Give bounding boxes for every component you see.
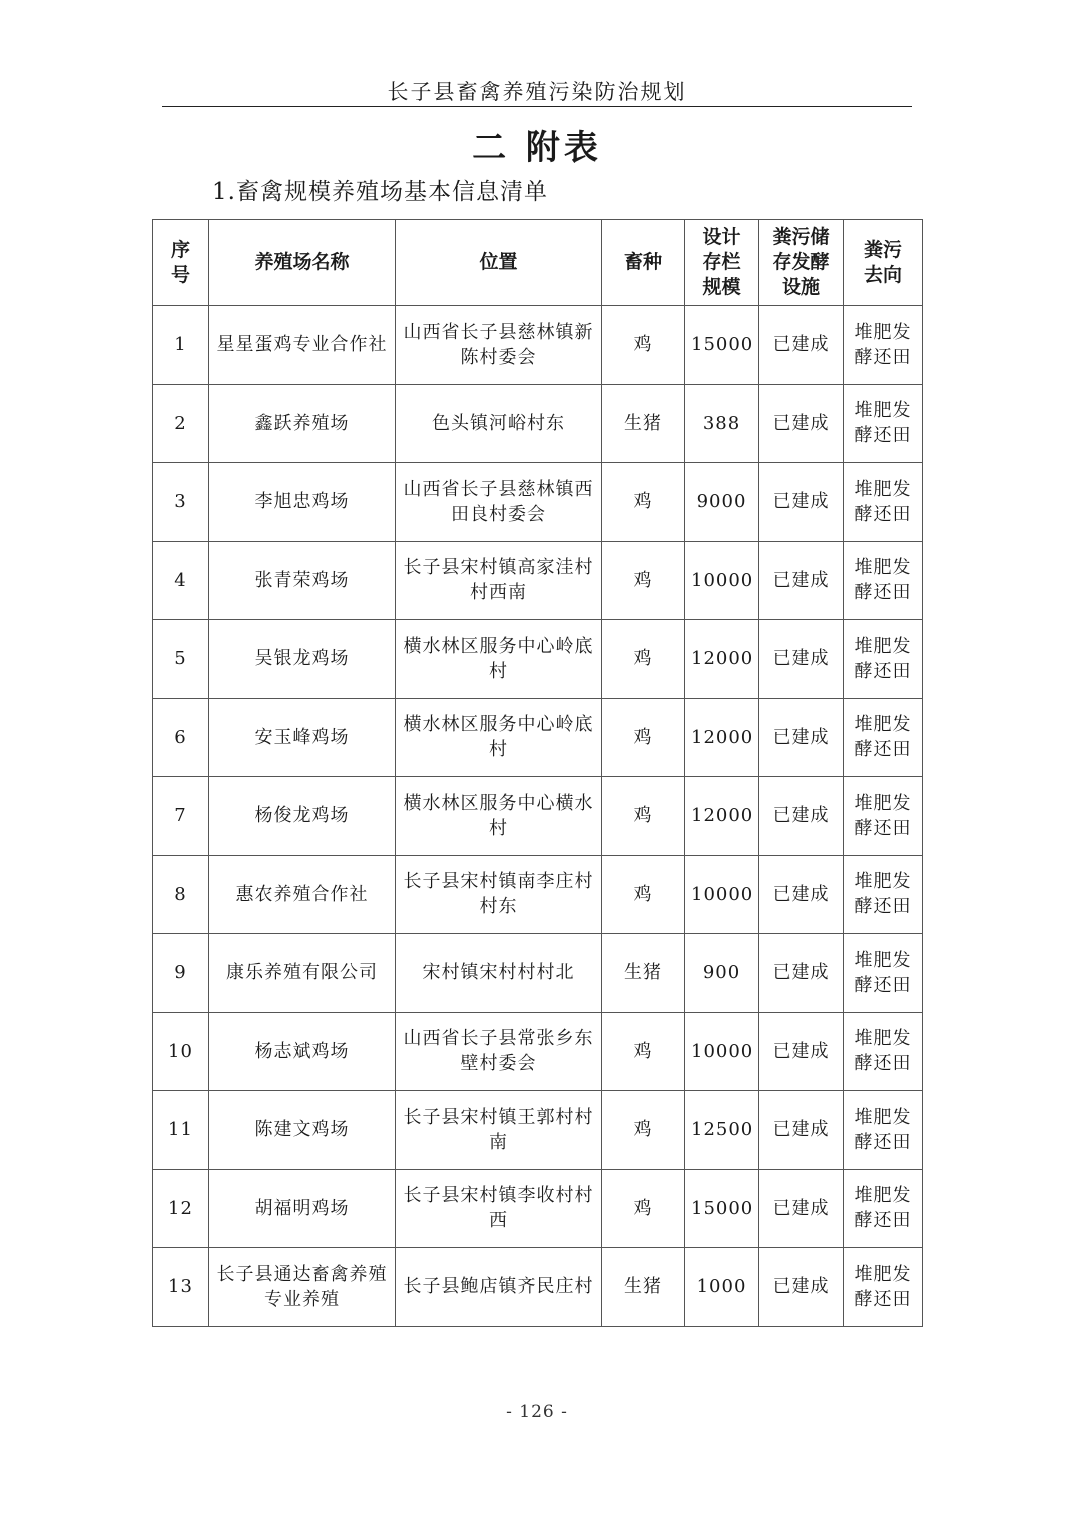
cell-name: 陈建文鸡场 [209,1091,396,1170]
header-species: 畜种 [602,220,685,306]
cell-no: 4 [153,541,209,620]
cell-capacity: 1000 [685,1248,759,1327]
cell-facility: 已建成 [759,384,844,463]
cell-destination: 堆肥发酵还田 [844,1169,923,1248]
header-name: 养殖场名称 [209,220,396,306]
cell-species: 鸡 [602,1091,685,1170]
cell-species: 鸡 [602,1169,685,1248]
cell-no: 7 [153,777,209,856]
cell-capacity: 9000 [685,463,759,542]
cell-no: 13 [153,1248,209,1327]
cell-name: 杨俊龙鸡场 [209,777,396,856]
cell-species: 鸡 [602,1012,685,1091]
table-row [153,463,923,542]
table-caption: 1.畜禽规模养殖场基本信息清单 [212,179,548,205]
cell-species: 鸡 [602,777,685,856]
cell-name: 吴银龙鸡场 [209,620,396,699]
cell-location: 横水林区服务中心岭底村 [396,620,602,699]
cell-location: 山西省长子县慈林镇新陈村委会 [396,306,602,385]
cell-destination: 堆肥发酵还田 [844,777,923,856]
cell-capacity: 10000 [685,1012,759,1091]
cell-name: 胡福明鸡场 [209,1169,396,1248]
cell-species: 生猪 [602,934,685,1013]
cell-destination: 堆肥发酵还田 [844,1248,923,1327]
cell-capacity: 10000 [685,541,759,620]
cell-species: 鸡 [602,463,685,542]
table-row [153,855,923,934]
cell-destination: 堆肥发酵还田 [844,698,923,777]
cell-location: 横水林区服务中心岭底村 [396,698,602,777]
cell-capacity: 15000 [685,1169,759,1248]
table-row [153,620,923,699]
cell-facility: 已建成 [759,1169,844,1248]
cell-location: 山西省长子县常张乡东壁村委会 [396,1012,602,1091]
table-row [153,1091,923,1170]
section-title: 二 附表 [472,128,602,168]
cell-no: 9 [153,934,209,1013]
cell-location: 横水林区服务中心横水村 [396,777,602,856]
cell-no: 8 [153,855,209,934]
header-rule [162,106,912,107]
cell-facility: 已建成 [759,1248,844,1327]
cell-species: 鸡 [602,541,685,620]
cell-no: 10 [153,1012,209,1091]
cell-location: 山西省长子县慈林镇西田良村委会 [396,463,602,542]
header-no: 序号 [153,220,209,306]
header-destination: 粪污去向 [844,220,923,306]
cell-location: 长子县宋村镇高家洼村村西南 [396,541,602,620]
cell-species: 鸡 [602,620,685,699]
running-header: 长子县畜禽养殖污染防治规划 [387,80,687,104]
cell-destination: 堆肥发酵还田 [844,855,923,934]
cell-capacity: 15000 [685,306,759,385]
cell-no: 3 [153,463,209,542]
header-capacity: 设计存栏规模 [685,220,759,306]
cell-destination: 堆肥发酵还田 [844,934,923,1013]
cell-name: 安玉峰鸡场 [209,698,396,777]
cell-name: 长子县通达畜禽养殖专业养殖 [209,1248,396,1327]
cell-location: 长子县鲍店镇齐民庄村 [396,1248,602,1327]
header-facility: 粪污储存发酵设施 [759,220,844,306]
table-row [153,777,923,856]
cell-location: 长子县宋村镇李收村村西 [396,1169,602,1248]
table-row [153,1012,923,1091]
cell-no: 2 [153,384,209,463]
cell-location: 长子县宋村镇王郭村村南 [396,1091,602,1170]
cell-no: 12 [153,1169,209,1248]
cell-no: 5 [153,620,209,699]
cell-destination: 堆肥发酵还田 [844,541,923,620]
cell-facility: 已建成 [759,934,844,1013]
cell-destination: 堆肥发酵还田 [844,384,923,463]
cell-location: 宋村镇宋村村村北 [396,934,602,1013]
farm-info-table [152,219,923,1327]
cell-species: 生猪 [602,384,685,463]
cell-capacity: 12000 [685,777,759,856]
cell-destination: 堆肥发酵还田 [844,1012,923,1091]
cell-name: 李旭忠鸡场 [209,463,396,542]
cell-facility: 已建成 [759,306,844,385]
cell-destination: 堆肥发酵还田 [844,306,923,385]
cell-destination: 堆肥发酵还田 [844,620,923,699]
cell-name: 星星蛋鸡专业合作社 [209,306,396,385]
cell-no: 1 [153,306,209,385]
cell-species: 鸡 [602,306,685,385]
cell-facility: 已建成 [759,855,844,934]
cell-capacity: 12500 [685,1091,759,1170]
table-row [153,384,923,463]
cell-name: 杨志斌鸡场 [209,1012,396,1091]
cell-capacity: 12000 [685,698,759,777]
cell-species: 生猪 [602,1248,685,1327]
cell-capacity: 900 [685,934,759,1013]
table-header-row [153,220,923,306]
cell-facility: 已建成 [759,463,844,542]
cell-facility: 已建成 [759,620,844,699]
cell-capacity: 10000 [685,855,759,934]
cell-name: 鑫跃养殖场 [209,384,396,463]
cell-location: 色头镇河峪村东 [396,384,602,463]
table-row [153,1169,923,1248]
cell-facility: 已建成 [759,1012,844,1091]
cell-name: 康乐养殖有限公司 [209,934,396,1013]
cell-location: 长子县宋村镇南李庄村村东 [396,855,602,934]
table-row [153,541,923,620]
cell-species: 鸡 [602,698,685,777]
cell-facility: 已建成 [759,777,844,856]
cell-name: 惠农养殖合作社 [209,855,396,934]
cell-facility: 已建成 [759,1091,844,1170]
cell-species: 鸡 [602,855,685,934]
cell-destination: 堆肥发酵还田 [844,463,923,542]
page-number: - 126 - [506,1402,568,1422]
cell-facility: 已建成 [759,541,844,620]
cell-name: 张青荣鸡场 [209,541,396,620]
table-row [153,934,923,1013]
cell-capacity: 388 [685,384,759,463]
cell-no: 6 [153,698,209,777]
header-location: 位置 [396,220,602,306]
table-row [153,1248,923,1327]
table-row [153,698,923,777]
cell-destination: 堆肥发酵还田 [844,1091,923,1170]
cell-facility: 已建成 [759,698,844,777]
table-row [153,306,923,385]
cell-no: 11 [153,1091,209,1170]
cell-capacity: 12000 [685,620,759,699]
